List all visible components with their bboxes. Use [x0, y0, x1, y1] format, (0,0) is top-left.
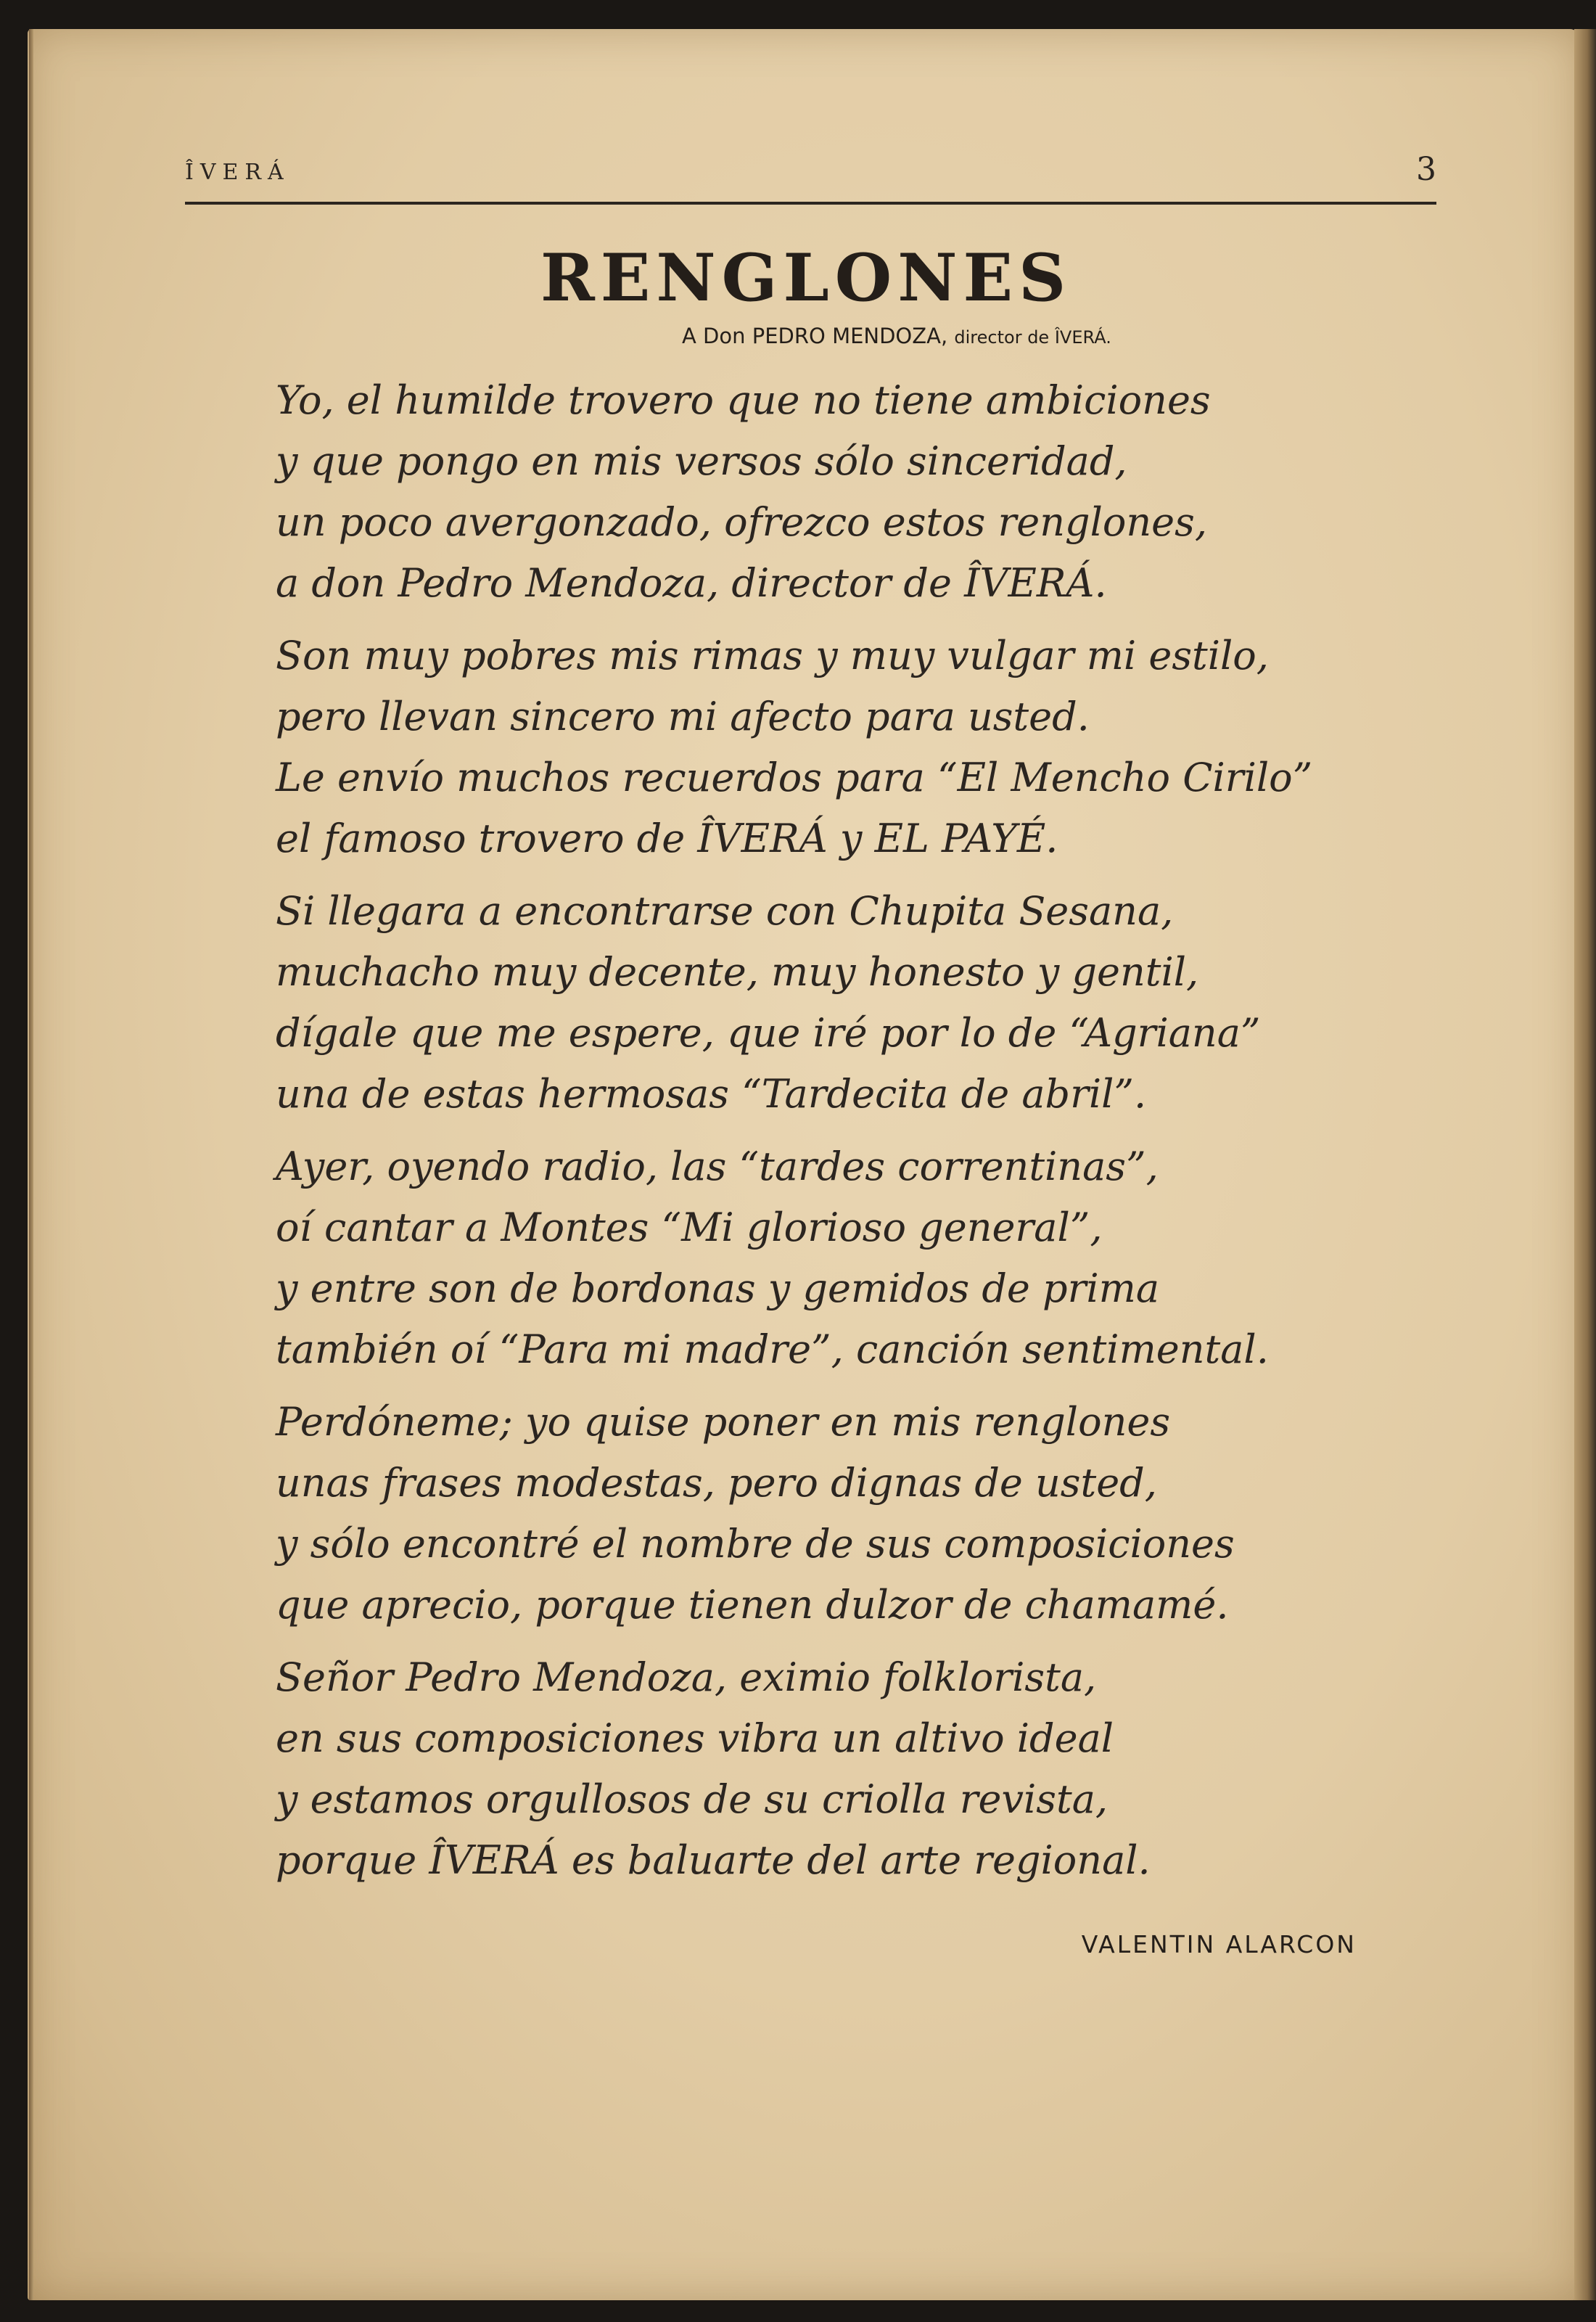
poem-line: una de estas hermosas “Tardecita de abril”.: [276, 1071, 1147, 1117]
page-stack-edge: [1574, 29, 1596, 2300]
poem-line: el famoso trovero de ÎVERÁ y EL PAYÉ.: [276, 816, 1058, 861]
stanza: [276, 1136, 1407, 1380]
poem-line: también oí “Para mi madre”, canción sentimental.: [276, 1326, 1269, 1372]
poem-line: Ayer, oyendo radio, las “tardes correntinas”,: [276, 1144, 1159, 1189]
author-signature: VALENTIN ALARCON: [1081, 1930, 1357, 1958]
header-rule: [185, 202, 1436, 205]
dedication: [682, 324, 1111, 348]
poem-line: unas frases modestas, pero dignas de usted,: [276, 1460, 1157, 1506]
poem-line: Señor Pedro Mendoza, eximio folklorista,: [276, 1654, 1097, 1700]
stanza: [276, 881, 1407, 1125]
poem-line: dígale que me espere, que iré por lo de “Agriana”: [276, 1010, 1261, 1056]
poem-line: oí cantar a Montes “Mi glorioso general”,: [276, 1205, 1103, 1250]
poem-line: y estamos orgullosos de su criolla revista,: [276, 1776, 1108, 1822]
poem-line: Le envío muchos recuerdos para “El Mencho Cirilo”: [276, 755, 1313, 800]
stanza: [276, 625, 1407, 869]
poem-line: Yo, el humilde trovero que no tiene ambiciones: [276, 377, 1211, 423]
poem-body: [276, 370, 1407, 1903]
running-header: [185, 151, 1436, 194]
stanza: [276, 370, 1407, 614]
poem-line: y entre son de bordonas y gemidos de prima: [276, 1265, 1160, 1311]
poem-line: y sólo encontré el nombre de sus composiciones: [276, 1521, 1235, 1567]
poem-line: en sus composiciones vibra un altivo ideal: [276, 1715, 1114, 1761]
poem-line: muchacho muy decente, muy honesto y gentil,: [276, 949, 1199, 995]
poem-line: un poco avergonzado, ofrezco estos renglones,: [276, 499, 1208, 545]
poem-line: Son muy pobres mis rimas y muy vulgar mi estilo,: [276, 633, 1269, 678]
poem-line: pero llevan sincero mi afecto para usted.: [276, 694, 1090, 739]
dedication-prefix: A Don PEDRO MENDOZA,: [682, 324, 948, 348]
magazine-name: ÎVERÁ: [185, 160, 290, 185]
stanza: [276, 1392, 1407, 1636]
poem-line: que aprecio, porque tienen dulzor de chamamé.: [276, 1582, 1229, 1628]
poem-line: porque ÎVERÁ es baluarte del arte regional.: [276, 1837, 1151, 1883]
poem-line: y que pongo en mis versos sólo sinceridad,: [276, 438, 1127, 484]
dedication-suffix: director de ÎVERÁ.: [954, 327, 1111, 348]
article-title: RENGLONES: [540, 239, 1072, 316]
binding-edge: [29, 29, 33, 2300]
stanza: [276, 1647, 1407, 1891]
poem-line: Si llegara a encontrarse con Chupita Sesana,: [276, 888, 1174, 934]
page-number: 3: [1416, 151, 1436, 188]
poem-line: a don Pedro Mendoza, director de ÎVERÁ.: [276, 560, 1107, 606]
poem-line: Perdóneme; yo quise poner en mis renglones: [276, 1399, 1171, 1445]
